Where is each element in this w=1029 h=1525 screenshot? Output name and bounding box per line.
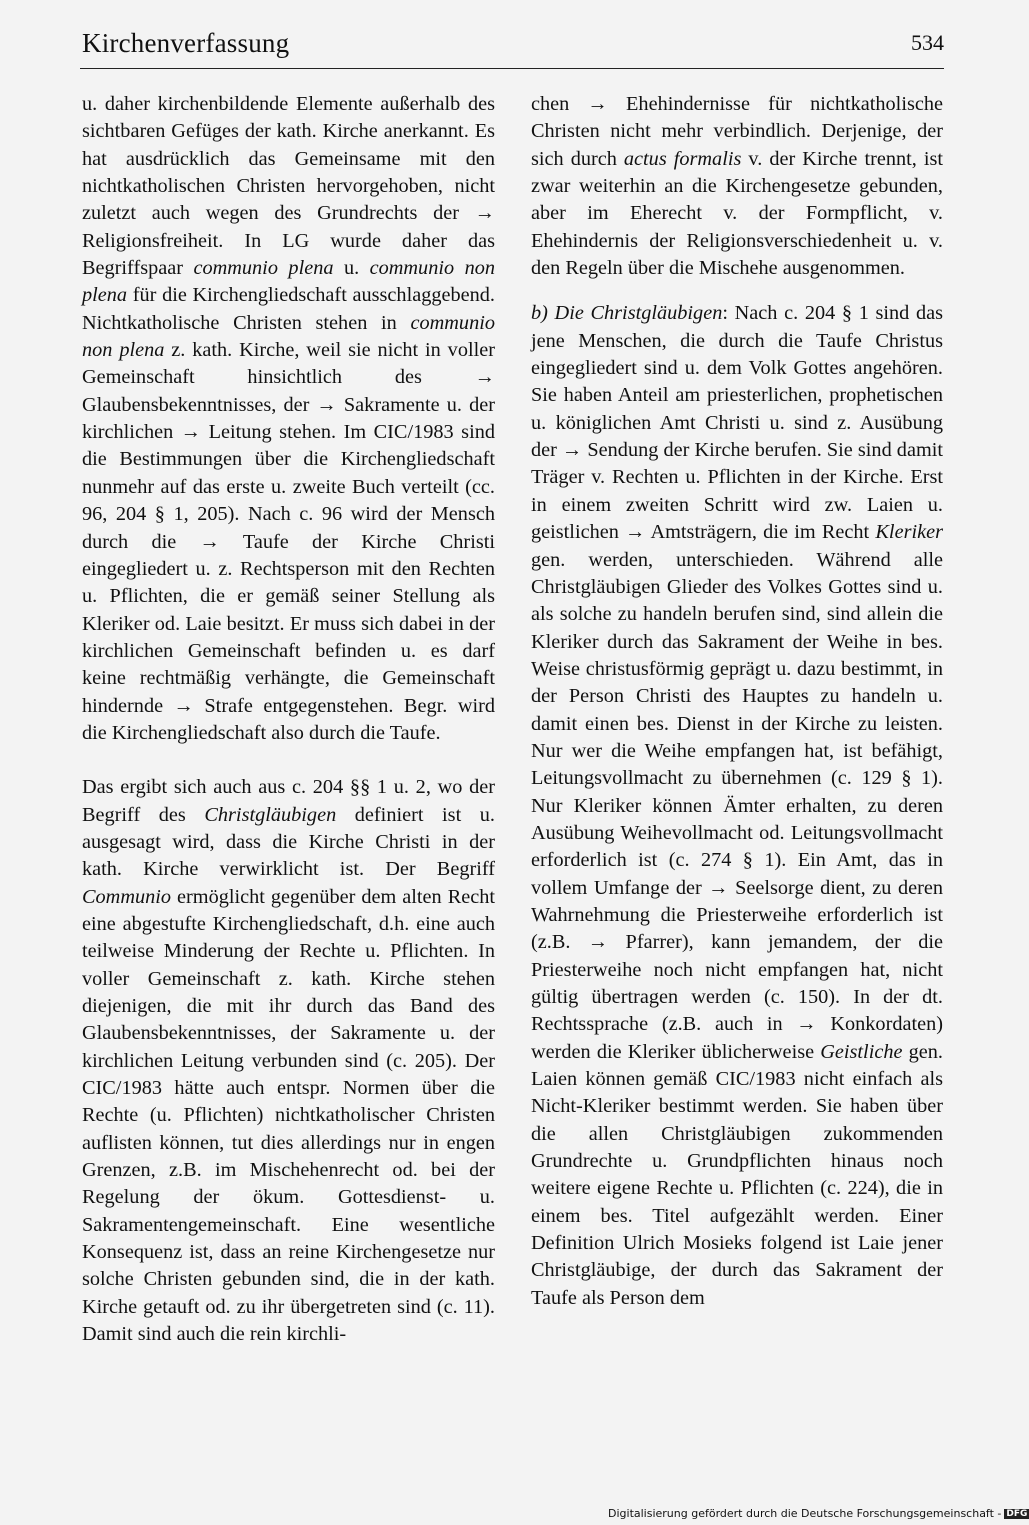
italic-text-run: communio non plena [82, 257, 496, 307]
dfg-logo: DFG [1006, 1509, 1028, 1519]
italic-text-run: communio non plena [82, 311, 495, 362]
right-column [531, 91, 943, 1312]
paragraph [531, 300, 943, 1312]
text-run: Das ergibt sich auch aus c. 204 §§ 1 u. 2, wo der Begriff des [82, 776, 495, 826]
text-run: u. [333, 257, 370, 280]
paragraph [82, 774, 495, 1348]
page-number: 534 [911, 30, 944, 55]
text-run: u. daher kirchenbildende Elemente außerhalb des sichtbaren Gefüges der kath. Kirche anerkannt. Es hat ausdrücklich das Gemeinsame mit den nichtkatholischen Christen hervorgehoben, nicht zuletzt auch wegen des Grundrechts der → Religionsfreiheit. In LG wurde daher das Begriffspaar [82, 93, 495, 280]
running-title: Kirchenverfassung [82, 28, 290, 58]
text-run: : Nach c. 204 § 1 sind das jene Menschen, die durch die Taufe Christus eingegliedert sind u. dem Volk Gottes angehören. Sie haben Anteil am priesterlichen, prophetischen u. königlichen Amt Christi u. sind z. Ausübung der → Sendung der Kirche berufen. Sie sind damit Träger v. Rechten u. Pflichten in der Kirche. Erst in einem zweiten Schritt wird zw. Laien u. geistlichen → Amtsträgern, die im Recht [531, 302, 944, 544]
italic-text-run: b) Die Christgläubigen [531, 302, 723, 325]
text-run: gen. werden, unterschieden. Während alle Christgläubigen Glieder des Volkes Gottes sind u. als solche zu handeln berufen sind, sind allein die Kleriker durch das Sakrament der Weihe in bes. Weise christusförmig geprägt u. dazu bestimmt, in der Person Christi des Hauptes zu handeln u. damit einen bes. Dienst in der Kirche zu leisten. Nur wer die Weihe empfangen hat, ist befähigt, Leitungsvollmacht zu übernehmen (c. 129 § 1). Nur Kleriker können Ämter erhalten, zu deren Ausübung Weihevollmacht od. Leitungsvollmacht erforderlich ist (c. 274 § 1). Ein Amt, das in vollem Umfange der → Seelsorge dient, zu deren Wahrnehmung die Priesterweihe erforderlich ist (z.B. → Pfarrer), kann jemandem, der die Priesterweihe noch nicht empfangen hat, nicht gültig übertragen werden (c. 150). In der dt. Rechtssprache (z.B. auch in → Konkordaten) werden die Kleriker üblicherweise [531, 548, 943, 1063]
italic-text-run: Kleriker [875, 521, 943, 544]
text-run: z. kath. Kirche, weil sie nicht in voller Gemeinschaft hinsichtlich des → Glaubensbekenntnisses, der → Sakramente u. der kirchlichen → Leitung stehen. Im CIC/1983 sind die Bestimmungen über die Kirchengliedschaft nunmehr auf das erste u. zweite Buch verteilt (cc. 96, 204 § 1, 205). Nach c. 96 wird der Mensch durch die → Taufe der Kirche Christi eingegliedert u. z. Rechtsperson mit den Rechten u. Pflichten, die er gemäß seiner Stellung als Kleriker od. Laie besitzt. Er muss sich dabei in der kirchlichen Gemeinschaft befinden u. es darf keine rechtmäßig verhängte, die Gemeinschaft hindernde → Strafe entgegenstehen. Begr. wird die Kirchengliedschaft also durch die Taufe. [82, 339, 495, 744]
text-run: definiert ist u. ausgesagt wird, dass die Kirche Christi in der kath. Kirche verwirklicht ist. Der Begriff [82, 803, 495, 881]
running-header [82, 28, 944, 68]
paragraph [531, 91, 943, 282]
italic-text-run: Christgläubigen [204, 803, 337, 826]
paragraph [82, 91, 495, 747]
footer-text: Digitalisierung gefördert durch die Deutsche Forschungsgemeinschaft - [608, 1507, 1002, 1520]
text-run: ermöglicht gegenüber dem alten Recht eine abgestufte Kirchengliedschaft, d.h. eine auch teilweise Minderung der Rechte u. Pflichten. In voller Gemeinschaft z. kath. Kirche stehen diejenigen, die mit ihr durch das Band des Glaubensbekenntnisses, der Sakramente u. der kirchlichen Leitung verbunden sind (c. 205). Der CIC/1983 hätte auch entspr. Normen über die Rechte (u. Pflichten) nichtkatholischer Christen auflisten können, tut dies allerdings nur in engen Grenzen, z.B. im Mischehenrecht od. bei der Regelung der ökum. Gottesdienst- u. Sakramentengemeinschaft. Eine wesentliche Konsequenz ist, dass an reine Kirchengesetze nur solche Christen gebunden sind, die in der kath. Kirche getauft od. zu ihr übergetreten sind (c. 11). Damit sind auch die rein kirchli- [82, 885, 495, 1346]
header-rule [80, 68, 944, 69]
italic-text-run: communio plena [193, 257, 334, 280]
text-run: chen → Ehehindernisse für nichtkatholische Christen nicht mehr verbindlich. Derjenige, der sich durch [531, 93, 943, 170]
text-run: für die Kirchengliedschaft ausschlaggebend. Nichtkatholische Christen stehen in [82, 284, 495, 334]
italic-text-run: Geistliche [820, 1040, 903, 1063]
left-column [82, 91, 495, 1348]
italic-text-run: Communio [82, 885, 172, 908]
italic-text-run: actus formalis [623, 147, 742, 170]
text-run: v. der Kirche trennt, ist zwar weiterhin an die Kirchengesetze gebunden, aber im Eherecht v. der Formpflicht, v. Ehehindernis der Religionsverschiedenheit u. v. den Regeln über die Mischehe ausgenommen. [531, 147, 944, 280]
text-run: gen. Laien können gemäß CIC/1983 nicht einfach als Nicht-Kleriker bestimmt werden. Sie haben über die allen Christgläubigen zukommenden Grundrechte u. Grundpflichten hinaus noch weitere eigene Rechte u. Pflichten (c. 224), die in einem bes. Titel aufgezählt werden. Einer Definition Ulrich Mosieks folgend ist Laie jener Christgläubige, der durch das Sakrament der Taufe als Person dem [531, 1040, 943, 1309]
funding-footer [608, 1507, 1028, 1523]
